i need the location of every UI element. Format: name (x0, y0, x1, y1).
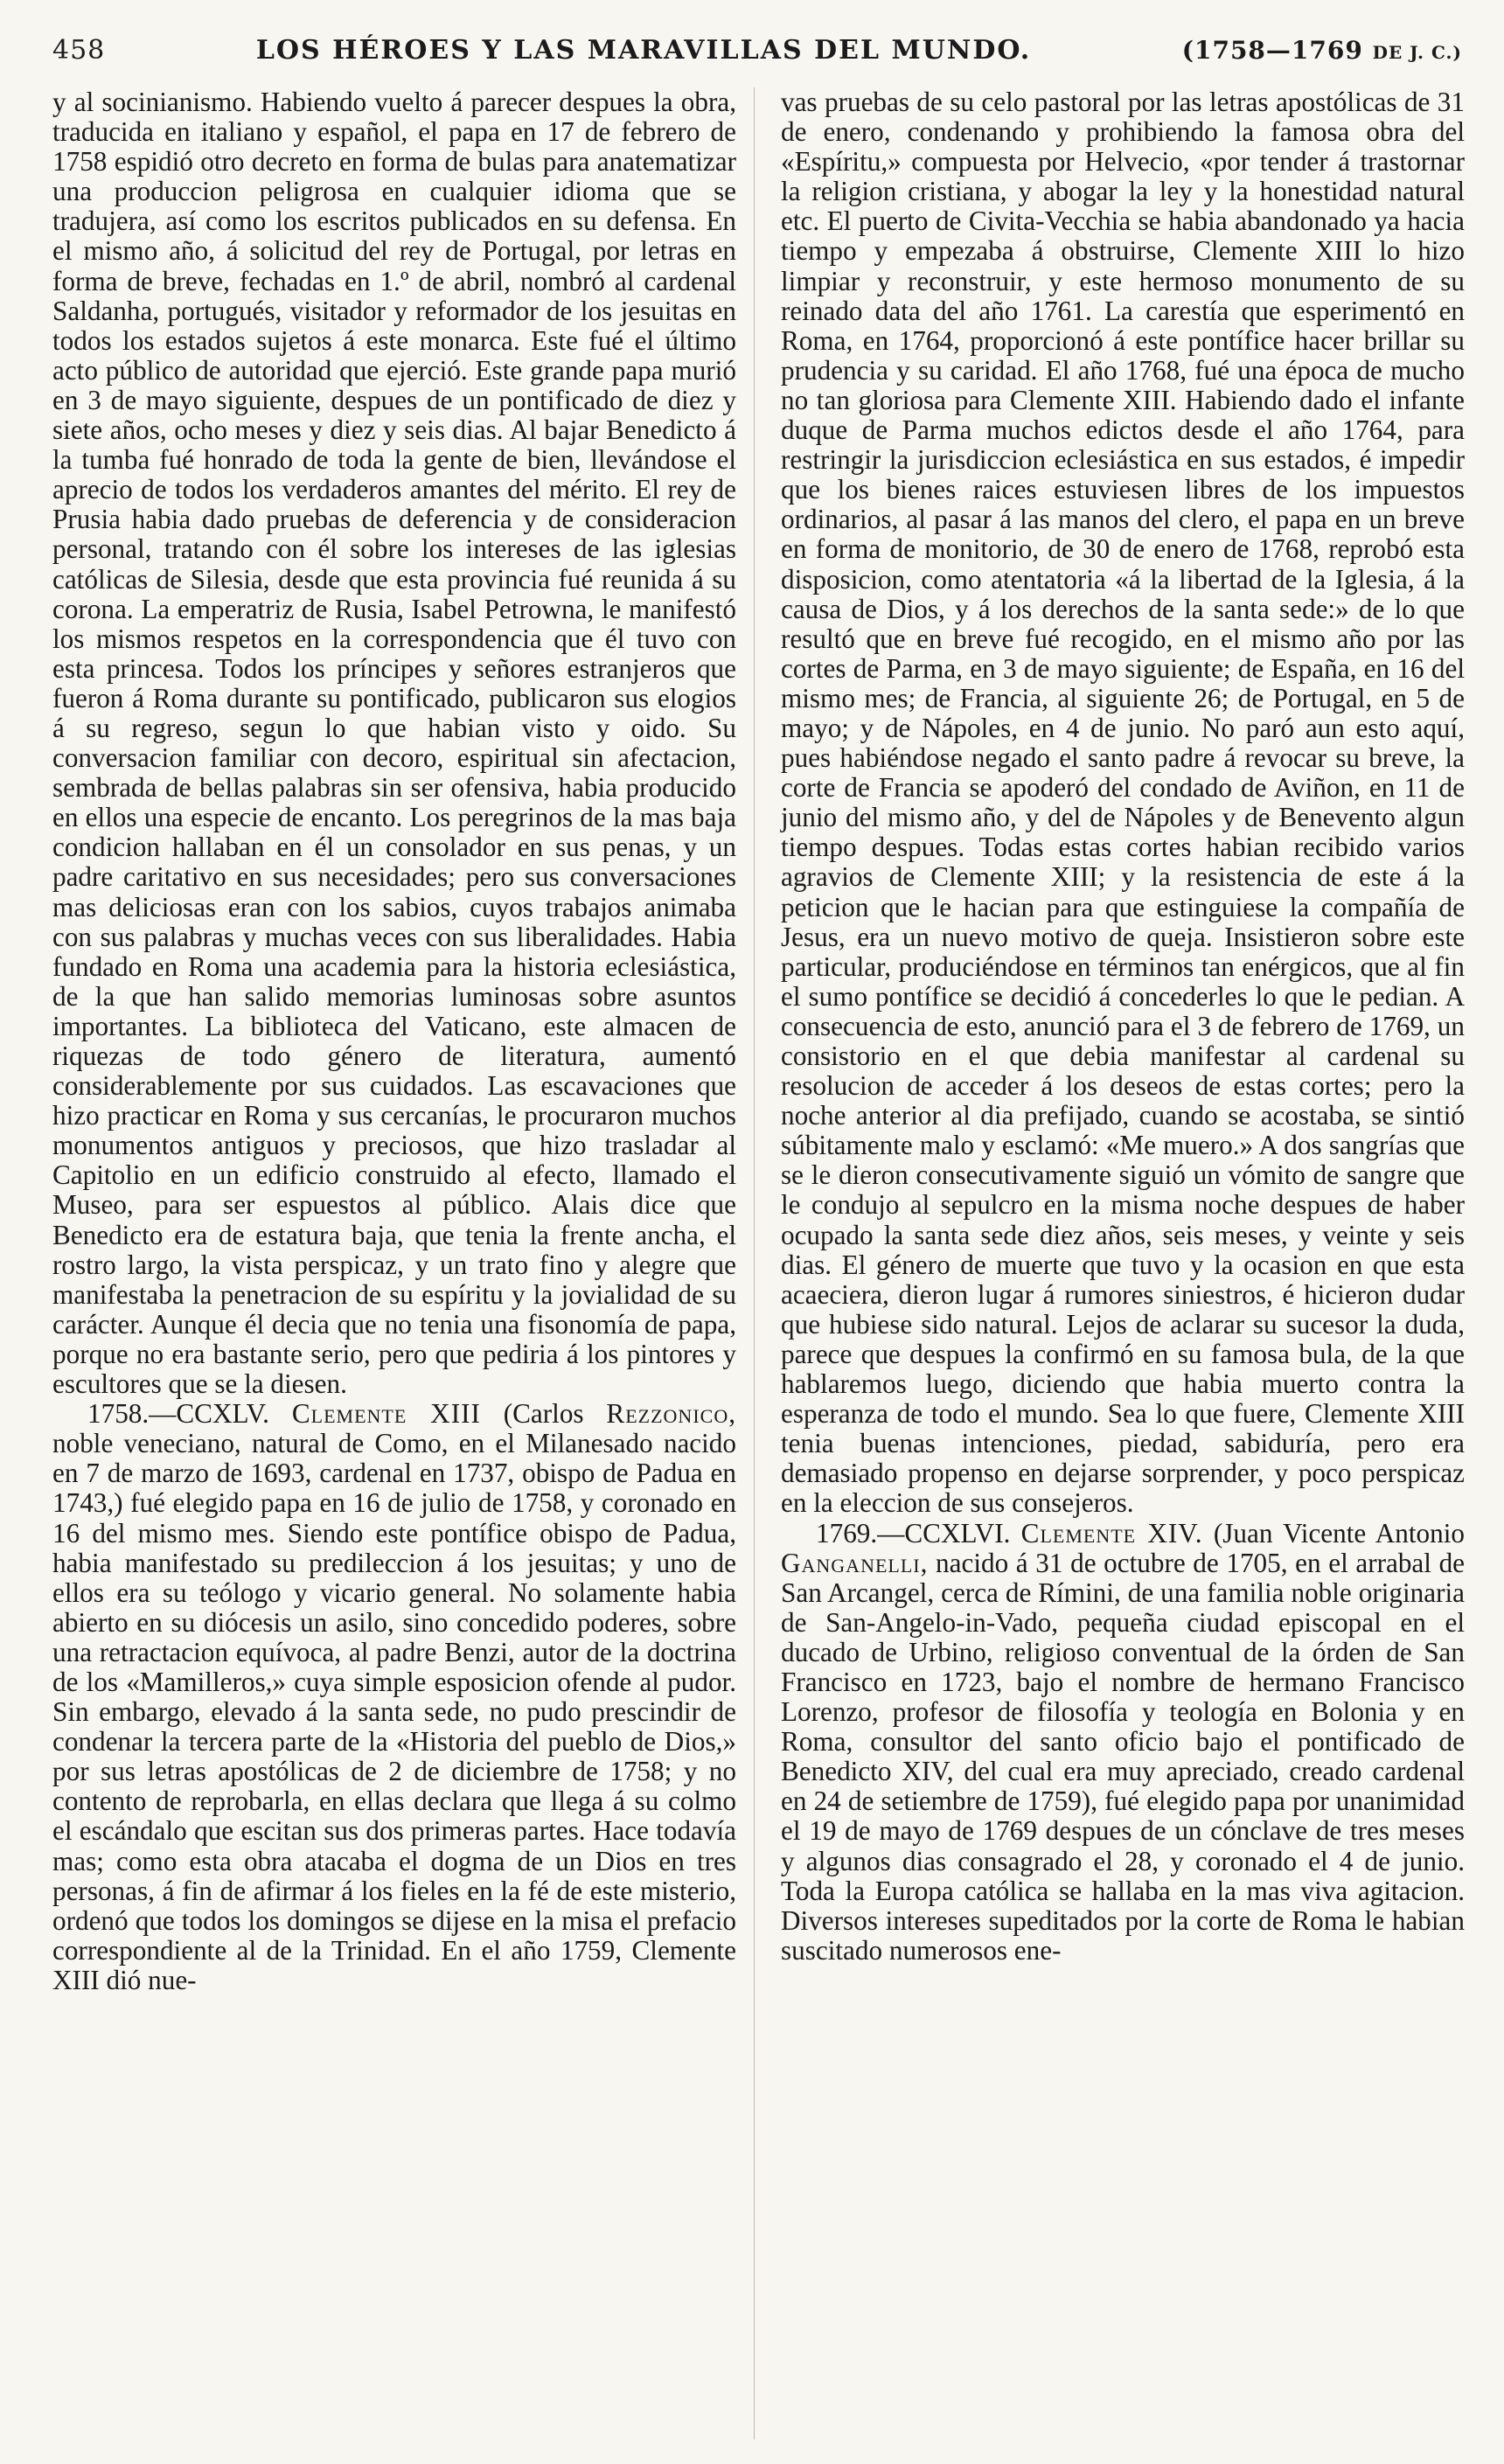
entry-number: 1758.—CCXLV. (87, 1398, 269, 1430)
running-date (1182, 36, 1462, 65)
entry-paren: (Carlos (503, 1398, 584, 1430)
left-column (52, 87, 736, 1995)
right-paragraph-1: vas pruebas de su celo pastoral por las letras apostólicas de 31 de enero, condenando y prohibiendo la famosa obra del «Espíritu,» compuesta por Helvecio, «por tender á trastornar la religion cristiana, y abogar la ley y la honestidad natural etc. El puerto de Civita-Vecchia se habia abandonado ya hacia tiempo y empezaba á obstruirse, Clemente XIII lo hizo limpiar y reconstruir, y este hermoso monumento de su reinado data del año 1761. La carestía que esperimentó en Roma, en 1764, proporcionó á este pontífice hacer brillar su prudencia y su caridad. El año 1768, fué una época de mucho no tan gloriosa para Clemente XIII. Habiendo dado el infante duque de Parma muchos edictos desde el año 1764, para restringir la jurisdiccion eclesiástica en sus estados, é impedir que los bienes raices estuviesen libres de los impuestos ordinarios, al pasar á las manos del clero, el papa en un breve en forma de monitorio, de 30 de enero de 1768, reprobó esta disposicion, como atentatoria «á la libertad de la Iglesia, á la causa de Dios, y á los derechos de la santa sede:» de lo que resultó que en breve fué recogido, en el mismo año por las cortes de Parma, en 3 de mayo siguiente; de España, en 16 del mismo mes; de Francia, al siguiente 26; de Portugal, en 5 de mayo; y de Nápoles, en 4 de junio. No paró aun esto aquí, pues habiéndose negado el santo padre á revocar su breve, la corte de Francia se apoderó del condado de Aviñon, en 11 de junio del mismo año, y del de Nápoles y de Benevento algun tiempo despues. Todas estas cortes habian recibido varios agravios de Clemente XIII; y la resistencia de este á la peticion que le hacian para que estinguiese la compañía de Jesus, era un nuevo motivo de queja. Insistieron sobre este particular, produciéndose en términos tan enérgicos, que al fin el sumo pontífice se decidió á concederles lo que le pedian. A consecuencia de esto, anunció para el 3 de febrero de 1769, un consistorio en el que debia manifestar al cardenal su resolucion de acceder á los deseos de estas cortes; pero la noche anterior al dia prefijado, cuando se acostaba, se sintió súbitamente malo y esclamó: «Me muero.» A dos sangrías que se le dieron consecutivamente siguió un vómito de sangre que le condujo al sepulcro en la misma noche despues de haber ocupado la santa sede diez años, seis meses, y veinte y seis dias. El género de muerte que tuvo y la ocasion en que esta acaeciera, dieron lugar á rumores siniestros, é hicieron dudar que hubiese sido natural. Lejos de aclarar su sucesor la duda, parece que despues la confirmó en su famosa bula, de la que hablaremos luego, diciendo que habia muerto contra la esperanza de todo el mundo. Sea lo que fuere, Clemente XIII tenia buenas intenciones, piedad, sabiduría, pero era demasiado propenso en dejarse sorprender, y poco perspicaz en la eleccion de sus consejeros. (781, 87, 1465, 1519)
page-number: 458 (52, 35, 106, 66)
pope-surname: Ganganelli, (781, 1547, 929, 1578)
date-range: (1758—1769 (1181, 36, 1363, 65)
pope-name: Clemente XIII (291, 1398, 481, 1430)
entry-body: nacido á 31 de octubre de 1705, en el arrabal de San Arcangel, cerca de Rímini, de una familia noble originaria de San-Angelo-in-Vado, pequeña ciudad episcopal en el ducado de Urbino, religioso conventual de la órden de San Francisco en 1723, bajo el nombre de hermano Francisco Lorenzo, profesor de filosofía y teología en Bolonia y en Roma, consultor del santo oficio bajo el pontificado de Benedicto XIV, del cual era muy apreciado, creado cardenal en 24 de setiembre de 1759), fué elegido papa por unanimidad el 19 de mayo de 1769 despues de un cónclave de tres meses y algunos dias consagrado el 28, y coronado el 4 de junio. Toda la Europa católica se hallaba en la mas viva agitacion. Diversos intereses supeditados por la corte de Roma le habian suscitado numerosos ene- (781, 1547, 1465, 1966)
date-suffix: DE J. C.) (1372, 42, 1462, 63)
right-entry-clemente-xiv (781, 1519, 1465, 1966)
right-column (781, 87, 1465, 1966)
page-header (52, 35, 1462, 77)
entry-paren: (Juan Vicente Antonio (1213, 1517, 1466, 1549)
pope-name: Clemente XIV. (1020, 1517, 1203, 1549)
running-title: LOS HÉROES Y LAS MARAVILLAS DEL MUNDO. (255, 35, 1032, 66)
column-gutter (754, 87, 755, 2440)
entry-number: 1769.—CCXLVI. (816, 1517, 1011, 1549)
entry-body: noble veneciano, natural de Como, en el Milanesado nacido en 7 de marzo de 1693, cardenal en 1737, obispo de Padua en 1743,) fué elegido papa en 16 de julio de 1758, y coronado en 16 del mismo mes. Siendo este pontífice obispo de Padua, habia manifestado su predileccion á los jesuitas; y uno de ellos era su teólogo y vicario general. No solamente habia abierto en su diócesis un asilo, sino concedido poderes, sobre una retractacion equívoca, al padre Benzi, autor de la doctrina de los «Mamilleros,» cuya simple esposicion ofende al pudor. Sin embargo, elevado á la santa sede, no pudo prescindir de condenar la tercera parte de la «Historia del pueblo de Dios,» por sus letras apostólicas de 2 de diciembre de 1758; y no contento de reprobarla, en ellas declara que llega á su colmo el escándalo que escitan sus dos primeras partes. Hace todavía mas; como esta obra atacaba el dogma de un Dios en tres personas, á fin de afirmar á los fieles en la fé de este misterio, ordenó que todos los domingos se dijese en la misa el prefacio correspondiente al de la Trinidad. En el año 1759, Clemente XIII dió nue- (52, 1428, 736, 1995)
left-paragraph-1: y al socinianismo. Habiendo vuelto á parecer despues la obra, traducida en italiano y español, el papa en 17 de febrero de 1758 espidió otro decreto en forma de bulas para anatematizar una produccion peligrosa en cualquier idioma que se tradujera, así como los escritos publicados en su defensa. En el mismo año, á solicitud del rey de Portugal, por letras en forma de breve, fechadas en 1.º de abril, nombró al cardenal Saldanha, portugués, visitador y reformador de los jesuitas en todos los estados sujetos á este monarca. Este fué el último acto público de autoridad que ejerció. Este grande papa murió en 3 de mayo siguiente, despues de un pontificado de diez y siete años, ocho meses y diez y seis dias. Al bajar Benedicto á la tumba fué honrado de toda la gente de bien, llevándose el aprecio de todos los verdaderos amantes del mérito. El rey de Prusia habia dado pruebas de deferencia y de consideracion personal, tratando con él sobre los intereses de las iglesias católicas de Silesia, desde que esta provincia fué reunida á su corona. La emperatriz de Rusia, Isabel Petrowna, le manifestó los mismos respetos en la correspondencia que él tuvo con esta princesa. Todos los príncipes y señores estranjeros que fueron á Roma durante su pontificado, publicaron sus elogios á su regreso, segun lo que habian visto y oido. Su conversacion familiar con decoro, espiritual sin afectacion, sembrada de bellas palabras sin ser ofensiva, habia producido en ellos una especie de encanto. Los peregrinos de la mas baja condicion hallaban en él un consolador en sus penas, y un padre caritativo en sus necesidades; pero sus conversaciones mas deliciosas eran con los sabios, cuyos trabajos animaba con sus palabras y muchas veces con sus liberalidades. Habia fundado en Roma una academia para la historia eclesiástica, de la que han salido memorias luminosas sobre asuntos importantes. La biblioteca del Vaticano, este almacen de riquezas de todo género de literatura, aumentó considerablemente por sus cuidados. Las escavaciones que hizo practicar en Roma y sus cercanías, le procuraron muchos monumentos antiguos y preciosos, que hizo trasladar al Capitolio en un edificio construido al efecto, llamado el Museo, para ser espuestos al público. Alais dice que Benedicto era de estatura baja, que tenia la frente ancha, el rostro largo, la vista perspicaz, y un trato fino y alegre que manifestaba la penetracion de su espíritu y la jovialidad de su carácter. Aunque él decia que no tenia una fisonomía de papa, porque no era bastante serio, pero que pediria á los pintores y escultores que se la diesen. (52, 87, 736, 1400)
left-entry-clemente-xiii (52, 1399, 736, 1995)
pope-surname: Rezzonico, (606, 1398, 736, 1430)
